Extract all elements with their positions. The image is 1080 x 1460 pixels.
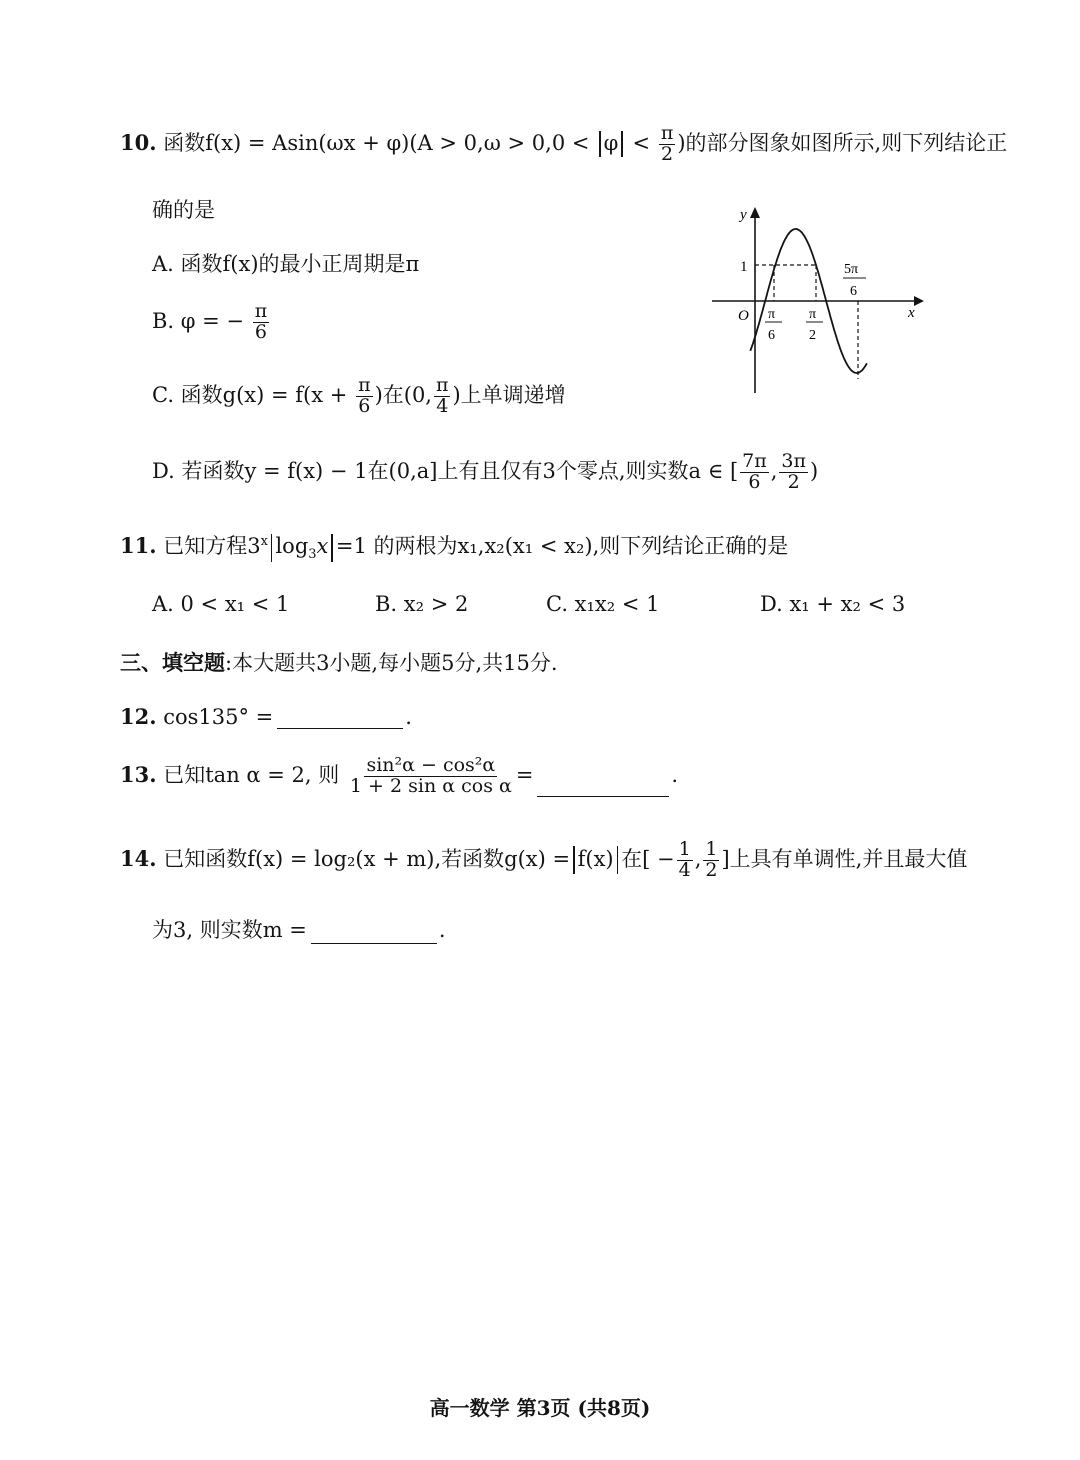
q10-stem-line1 (120, 124, 1007, 165)
frac-den: 2 (661, 142, 674, 165)
q12-text: cos135° = (163, 705, 274, 729)
x-axis-arrow-icon (914, 296, 924, 306)
frac-num: 1 (705, 838, 718, 860)
tick-pi2-num: π (809, 307, 817, 322)
frac-den: 1 + 2 sin α cos α (349, 774, 512, 797)
frac-num: π (254, 300, 268, 322)
q13-fraction (348, 756, 514, 797)
q13-answer-blank[interactable] (537, 766, 669, 797)
q13-end: . (671, 762, 679, 787)
q10-stem-b: )的部分图象如图所示,则下列结论正 (677, 130, 1008, 155)
q10-option-d (152, 452, 818, 493)
q10-stem-line2: 确的是 (152, 198, 215, 222)
q11-stem-sup: x (260, 534, 268, 549)
q11-option-a: A. 0 < x₁ < 1 (152, 592, 290, 616)
frac-num: 1 (678, 838, 691, 860)
y-tick-1: 1 (740, 259, 748, 275)
q10-option-b (152, 302, 271, 343)
q13-eq: = (515, 762, 534, 787)
q11-stem (120, 530, 788, 562)
q14-line2 (152, 914, 446, 944)
abs-bar (617, 846, 619, 874)
q11-log-arg: x (316, 534, 329, 558)
y-axis-arrow-icon (750, 207, 760, 218)
frac-num: 3π (781, 450, 806, 472)
section3-desc: :本大题共3小题,每小题5分,共15分. (225, 651, 558, 675)
q12 (120, 704, 412, 729)
q10-option-d-post: ) (810, 458, 819, 483)
abs-bar (271, 534, 273, 562)
q14-post: ]上具有单调性,并且最大值 (721, 846, 968, 871)
q14-answer-blank[interactable] (311, 923, 437, 944)
q11-option-b: B. x₂ > 2 (375, 592, 469, 616)
q10-stem-func: f(x) = Asin(ωx + φ)(A > 0,ω > 0,0 < (205, 130, 590, 155)
q12-answer-blank[interactable] (277, 708, 403, 729)
q11-stem-pre: 已知方程3 (163, 534, 261, 558)
q14-comma: , (694, 846, 702, 871)
tick-pi6-den: 6 (768, 328, 775, 343)
origin-label: O (738, 308, 749, 324)
q10-stem-phi: φ (603, 130, 619, 155)
q10-option-c (152, 376, 566, 417)
frac-den: 2 (787, 470, 800, 493)
tick-5pi6-num: 5π (844, 262, 859, 277)
q13-pre: 已知tan α = 2, 则 (163, 762, 340, 787)
tick-pi6-num: π (768, 307, 776, 322)
q10-option-c-fraction1 (356, 376, 373, 417)
q11-option-c: C. x₁x₂ < 1 (546, 592, 660, 616)
q13 (120, 756, 678, 797)
q12-number: 12. (120, 704, 157, 729)
q10-option-c-pre: C. 函数g(x) = f(x + (152, 382, 348, 407)
q10-stem-fraction (659, 124, 676, 165)
q11-log: log (275, 534, 309, 558)
frac-den: 6 (748, 470, 761, 493)
frac-den: 2 (705, 858, 718, 881)
q14-end: . (438, 918, 446, 942)
abs-bar (621, 131, 623, 157)
section3-heading (120, 647, 558, 677)
q10-option-b-pre: B. φ = − (152, 308, 245, 333)
tick-5pi6-den: 6 (850, 284, 857, 299)
q10-option-d-pre: D. 若函数y = f(x) − 1在(0,a]上有且仅有3个零点,则实数a ∈ [ (152, 458, 739, 483)
q10-option-c-fraction2 (434, 376, 451, 417)
abs-bar (331, 534, 333, 562)
q14-line2-text: 为3, 则实数m = (152, 918, 307, 942)
section3-title: 三、填空题 (120, 650, 225, 675)
abs-bar (573, 846, 575, 874)
q14-line1 (120, 840, 967, 881)
q10-stem-lt: < (632, 130, 651, 155)
frac-num: π (435, 374, 449, 396)
q10-option-a: A. 函数f(x)的最小正周期是π (152, 252, 420, 276)
q10-option-d-fraction2 (779, 452, 808, 493)
x-axis-label: x (908, 305, 915, 321)
frac-num: 7π (742, 450, 767, 472)
y-axis-label: y (740, 207, 747, 223)
frac-den: 6 (358, 394, 371, 417)
q14-fraction2 (703, 840, 719, 881)
q10-number: 10. (120, 129, 157, 155)
q10-option-c-post: )上单调递增 (452, 382, 566, 407)
q11-stem-post: =1 的两根为x₁,x₂(x₁ < x₂),则下列结论正确的是 (335, 534, 789, 558)
frac-den: 4 (436, 394, 449, 417)
q14-pre: 已知函数f(x) = log₂(x + m),若函数g(x) = (163, 846, 571, 871)
page-footer: 高一数学 第3页 (共8页) (429, 1396, 651, 1420)
q14-mid: 在[ − (621, 846, 675, 871)
q14-fx: f(x) (577, 846, 614, 871)
q11-option-d: D. x₁ + x₂ < 3 (760, 592, 906, 616)
tick-pi2-den: 2 (809, 328, 816, 343)
q14-fraction1 (677, 840, 693, 881)
q10-option-b-fraction (253, 302, 270, 343)
q13-number: 13. (120, 761, 157, 787)
q11-number: 11. (120, 533, 157, 558)
abs-bar (599, 131, 601, 157)
q14-number: 14. (120, 845, 157, 871)
q10-option-d-fraction1 (740, 452, 769, 493)
q10-stem-a: 函数 (163, 130, 206, 155)
q10-sine-graph (712, 205, 932, 395)
frac-den: 6 (254, 320, 268, 343)
q10-option-d-comma: , (770, 458, 778, 483)
frac-den: 4 (678, 858, 691, 881)
q11-log-base: 3 (308, 547, 317, 563)
q12-end: . (405, 705, 412, 729)
frac-num: π (660, 122, 674, 144)
frac-num: π (358, 374, 371, 396)
q10-option-c-mid: )在(0, (374, 382, 432, 407)
frac-num: sin²α − cos²α (366, 754, 496, 776)
